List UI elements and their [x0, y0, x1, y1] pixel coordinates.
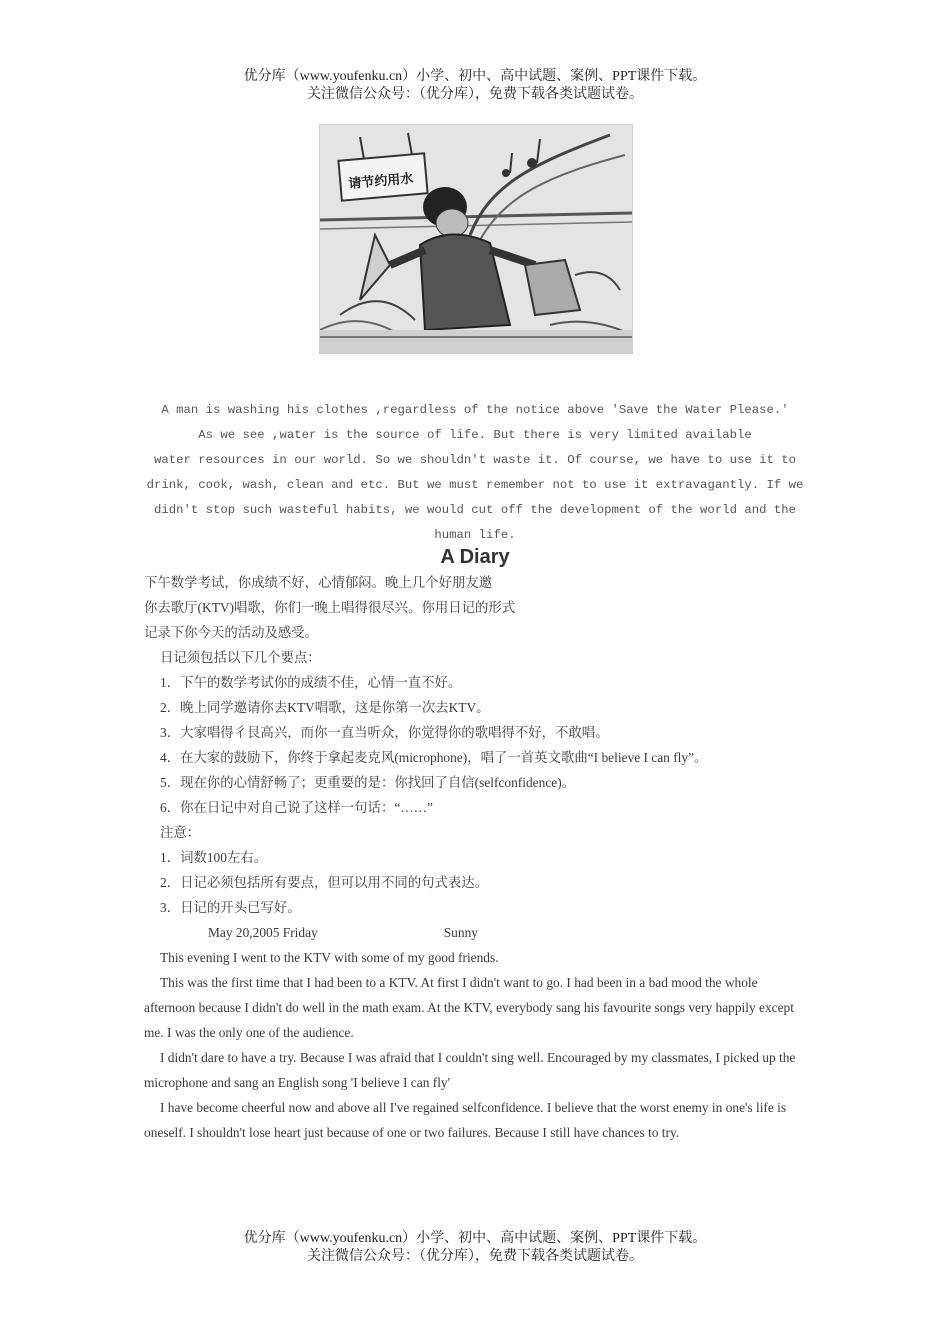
- footer-line-1: 优分库（www.youfenku.cn）小学、初中、高中试题、案例、PPT课件下载。: [243, 1231, 707, 1246]
- illustration-caption: [140, 398, 810, 548]
- footer-line-2: 关注微信公众号：（优分库），免费下载各类试题试卷。: [307, 1249, 643, 1264]
- page-title: A Diary: [440, 546, 510, 568]
- note-item: 1．词数100左右。: [160, 850, 268, 865]
- sign-text: 请节约用水: [347, 171, 414, 193]
- diary-date-line: [144, 920, 804, 945]
- caption-line: As we see ,water is the source of life. But there is very limited available: [198, 428, 752, 442]
- diary-date: May 20,2005 Friday: [208, 925, 318, 940]
- diary-paragraph: This evening I went to the KTV with some of my good friends.: [160, 950, 499, 965]
- page-header: [0, 68, 950, 104]
- prompt-line: 记录下你今天的活动及感受。: [144, 625, 319, 640]
- caption-line: A man is washing his clothes ,regardless of the notice above 'Save the Water Please.': [161, 403, 789, 417]
- diary-paragraph: I didn't dare to have a try. Because I was afraid that I couldn't sing well. Encouraged by my classmates, I picked up the microphone and sang an English song 'I believe I can fly': [144, 1050, 796, 1090]
- caption-line: water resources in our world. So we shouldn't waste it. Of course, we have to use it to: [153, 453, 796, 467]
- note-item: 3．日记的开头已写好。: [160, 900, 301, 915]
- point-item: 4．在大家的鼓励下，你终于拿起麦克风(microphone)，唱了一首英文歌曲“I believe I can fly”。: [160, 750, 708, 765]
- point-item: 2．晚上同学邀请你去KTV唱歌，这是你第一次去KTV。: [160, 700, 490, 715]
- diary-task: [144, 570, 804, 1145]
- prompt-line: 你去歌厅(KTV)唱歌，你们一晚上唱得很尽兴。你用日记的形式: [144, 600, 516, 615]
- points-intro: 日记须包括以下几个要点：: [160, 650, 321, 665]
- cartoon-drawing: [320, 125, 632, 353]
- page-footer: [0, 1230, 950, 1266]
- caption-line: didn't stop such wasteful habits, we would cut off the development of the world and the: [153, 503, 796, 517]
- cartoon-illustration: [319, 124, 633, 354]
- notes-intro: 注意：: [160, 825, 201, 840]
- caption-line: human life.: [434, 528, 516, 542]
- prompt-line: 下午数学考试，你成绩不好，心情郁闷。晚上几个好朋友邀: [144, 575, 493, 590]
- point-item: 1．下午的数学考试你的成绩不佳，心情一直不好。: [160, 675, 462, 690]
- diary-paragraph: I have become cheerful now and above all I've regained selfconfidence. I believe that the worst enemy in one's life is oneself. I shouldn't lose heart just because of one or two failures. Because I still have chances to try.: [144, 1100, 787, 1140]
- point-item: 6．你在日记中对自己说了这样一句话：“……”: [160, 800, 434, 815]
- point-item: 5．现在你的心情舒畅了；更重要的是：你找回了自信(selfconfidence)。: [160, 775, 576, 790]
- diary-paragraph: This was the first time that I had been to a KTV. At first I didn't want to go. I had been in a bad mood the whole afternoon because I didn't do well in the math exam. At the KTV, everybody sang his favourite songs very happily except me. I was the only one of the audience.: [144, 975, 794, 1040]
- caption-line: drink, cook, wash, clean and etc. But we must remember not to use it extravagantly. If we: [146, 478, 804, 492]
- point-item: 3．大家唱得彳艮高兴，而你一直当听众，你觉得你的歌唱得不好，不敢唱。: [160, 725, 609, 740]
- header-line-2: 关注微信公众号：（优分库），免费下载各类试题试卷。: [307, 87, 643, 102]
- header-line-1: 优分库（www.youfenku.cn）小学、初中、高中试题、案例、PPT课件下载。: [243, 69, 707, 84]
- note-item: 2．日记必须包括所有要点，但可以用不同的句式表达。: [160, 875, 489, 890]
- diary-weather: Sunny: [443, 925, 478, 940]
